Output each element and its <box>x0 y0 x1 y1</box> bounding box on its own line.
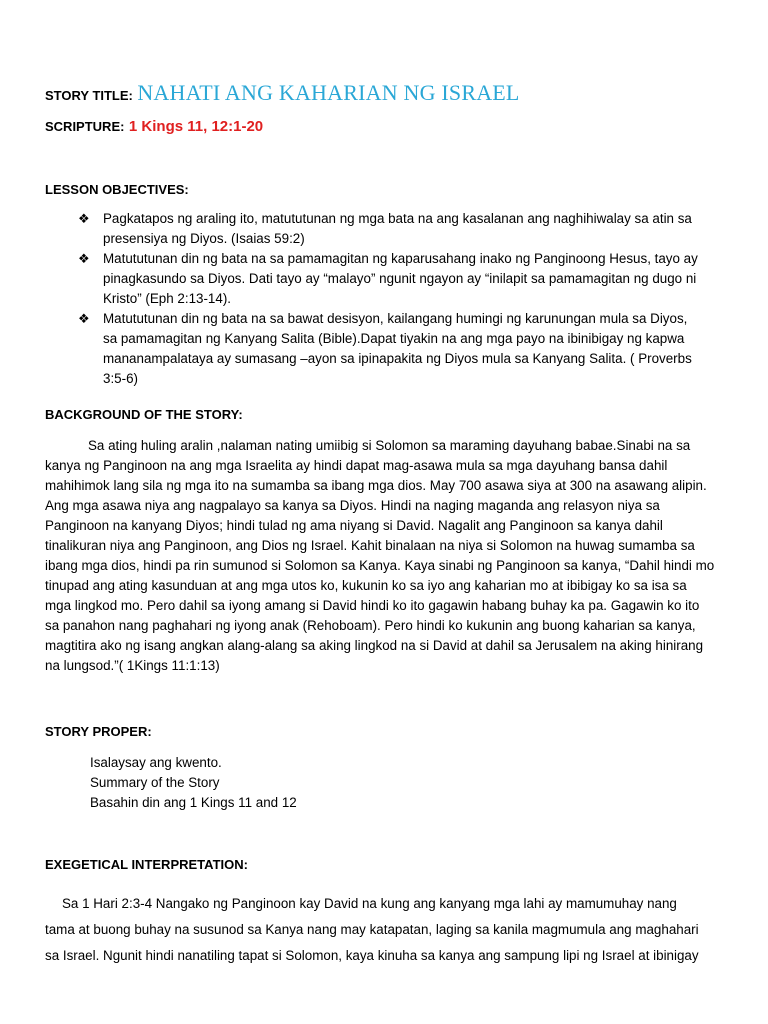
scripture-value: 1 Kings 11, 12:1-20 <box>128 118 264 135</box>
background-line: magtitira ako ng isang angkan alang-alang sa aking lingkod na si David at dahil sa Jerusalem na aking hinirang <box>45 638 704 653</box>
objective-line: mananampalataya ay sumasang –ayon sa ipinapakita ng Diyos mula sa Kanyang Salita. ( Proverbs <box>103 351 692 366</box>
background-line: mahihimok lang sila ng mga ito na sumamba sa ibang mga dios. May 700 asawa siya at 300 na asawang alipin. <box>45 478 707 493</box>
scripture-row <box>45 118 263 136</box>
exegetical-paragraph <box>45 891 735 969</box>
background-line: tinalikuran niya ang Panginoon, ang Dios ng Israel. Kahit binalaan na niya si Solomon na huwag sumamba sa <box>45 538 695 553</box>
objective-line: Matututunan din ng bata na sa bawat desisyon, kailangang humingi ng karunungan mula sa Diyos, <box>103 311 688 326</box>
story-proper-line: Summary of the Story <box>90 775 220 790</box>
scripture-label: SCRIPTURE: <box>45 119 125 134</box>
background-line: sa panahon nang paghahari ng iyong anak (Rehoboam). Pero hindi ko kukunin ang buong kaharian sa kanya, <box>45 618 696 633</box>
objective-line: Pagkatapos ng araling ito, matututunan ng mga bata na ang kasalanan ang naghihiwalay sa atin sa <box>103 211 692 226</box>
lesson-objectives-heading: LESSON OBJECTIVES: <box>45 182 189 197</box>
objective-line: 3:5-6) <box>103 371 138 386</box>
background-line: Ang mga asawa niya ang nagpalayo sa kanya sa Diyos. Hindi na naging maganda ang relasyon niya sa <box>45 498 660 513</box>
story-proper-list <box>90 753 690 813</box>
objective-line: presensiya ng Diyos. (Isaias 59:2) <box>103 231 305 246</box>
story-title-row <box>45 80 520 106</box>
objective-line: sa pamamagitan ng Kanyang Salita (Bible).Dapat tiyakin na ang mga payo na ibinibigay ng kapwa <box>103 331 685 346</box>
diamond-bullet-icon: ❖ <box>78 251 90 266</box>
background-paragraph <box>45 436 735 676</box>
exegetical-line: tama at buong buhay na susunod sa Kanya nang may katapatan, laging sa kanila magmumula ang maghahari <box>45 922 699 937</box>
lesson-objectives-list <box>78 209 728 389</box>
story-title-value: NAHATI ANG KAHARIAN NG ISRAEL <box>137 80 520 105</box>
background-line: Panginoon na kanyang Diyos; hindi tulad ng ama niyang si David. Nagalit ang Panginoon sa kanya dahil <box>45 518 663 533</box>
objective-line: pinagkasundo sa Diyos. Dati tayo ay “malayo” ngunit ngayon ay “inilapit sa pamamagitan ng dugo ni <box>103 271 697 286</box>
background-line: kanya ng Panginoon na ang mga Israelita ay hindi dapat mag-asawa mula sa mga dayuhang bansa dahil <box>45 458 668 473</box>
exegetical-line: sa Israel. Ngunit hindi nanatiling tapat si Solomon, kaya kinuha sa kanya ang sampung lipi ng Israel at ibinigay <box>45 948 699 963</box>
diamond-bullet-icon: ❖ <box>78 311 90 326</box>
background-line: tinupad ang ating kasunduan at ang mga utos ko, kukunin ko sa iyo ang kaharian mo at ibibigay ko sa isa sa <box>45 578 687 593</box>
background-line: Sa ating huling aralin ,nalaman nating umiibig si Solomon sa maraming dayuhang babae.Sinabi na sa <box>88 438 691 453</box>
background-heading: BACKGROUND OF THE STORY: <box>45 407 243 422</box>
story-proper-line: Isalaysay ang kwento. <box>90 755 222 770</box>
exegetical-line: Sa 1 Hari 2:3-4 Nangako ng Panginoon kay David na kung ang kanyang mga lahi ay mamumuhay nang <box>62 896 677 911</box>
objective-line: Kristo” (Eph 2:13-14). <box>103 291 232 306</box>
background-line: na lungsod.”( 1Kings 11:1:13) <box>45 658 220 673</box>
story-proper-line: Basahin din ang 1 Kings 11 and 12 <box>90 795 297 810</box>
objective-item <box>78 249 728 309</box>
objective-item <box>78 209 728 249</box>
objective-line: Matututunan din ng bata na sa pamamagitan ng kaparusahang inako ng Panginoong Hesus, tayo ay <box>103 251 698 266</box>
objective-item <box>78 309 728 389</box>
story-title-label: STORY TITLE: <box>45 88 133 103</box>
story-proper-heading: STORY PROPER: <box>45 724 152 739</box>
background-line: mga lingkod mo. Pero dahil sa iyong amang si David hindi ko ito gagawin habang buhay ka pa. Gagawin ko ito <box>45 598 700 613</box>
exegetical-heading: EXEGETICAL INTERPRETATION: <box>45 857 248 872</box>
background-line: ibang mga dios, hindi pa rin sumunod si Solomon sa Kanya. Kaya sinabi ng Panginoon sa kanya, “Dahil hindi mo <box>45 558 715 573</box>
diamond-bullet-icon: ❖ <box>78 211 90 226</box>
